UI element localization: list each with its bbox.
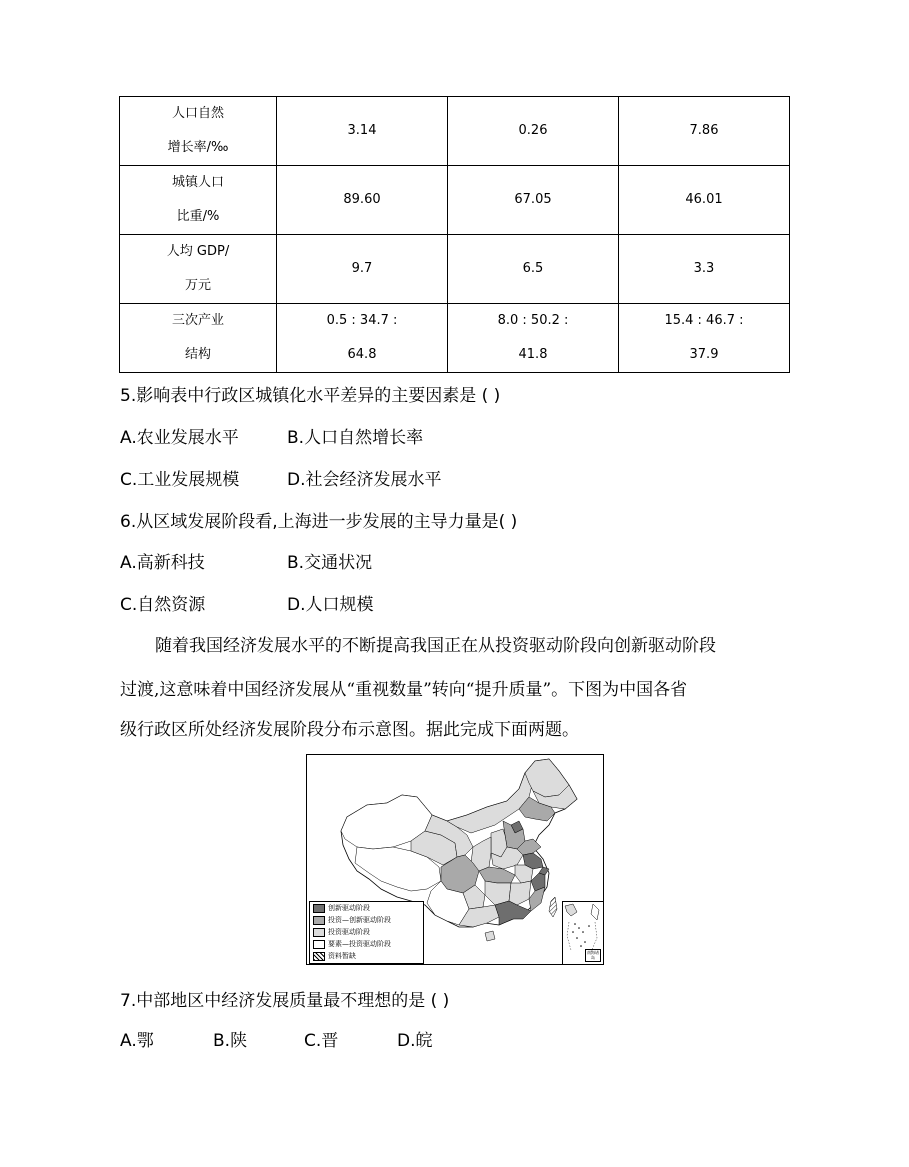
passage-line-1: 随着我国经济发展水平的不断提高我国正在从投资驱动阶段向创新驱动阶段 [155, 636, 716, 656]
table-row [120, 304, 790, 373]
passage-line-3: 级行政区所处经济发展阶段分布示意图。据此完成下面两题。 [120, 720, 579, 740]
legend-label: 资料暂缺 [328, 952, 356, 960]
table-cell: 3.14 [277, 97, 448, 166]
q5-option-b[interactable]: B.人口自然增长率 [287, 428, 424, 448]
row-label [120, 235, 277, 304]
legend-label: 投资驱动阶段 [328, 928, 370, 936]
cell-line: 37.9 [689, 347, 719, 362]
legend-label: 创新驱动阶段 [328, 904, 370, 912]
label-line: 万元 [184, 278, 211, 293]
legend-item [313, 927, 370, 938]
label-line: 结构 [184, 347, 211, 362]
q7-option-b[interactable]: B.陕 [213, 1031, 248, 1051]
table-cell: 0.26 [448, 97, 619, 166]
south-china-sea-inset [562, 901, 603, 964]
q6-option-c[interactable]: C.自然资源 [120, 595, 206, 615]
legend-item [313, 939, 391, 950]
table-cell: 3.3 [619, 235, 790, 304]
question-6: 6.从区域发展阶段看,上海进一步发展的主导力量是( ) [120, 512, 518, 532]
map-legend [309, 901, 424, 964]
q6-option-a[interactable]: A.高新科技 [120, 553, 205, 573]
question-5: 5.影响表中行政区城镇化水平差异的主要因素是 ( ) [120, 386, 501, 406]
legend-item [313, 903, 370, 914]
table-cell: 46.01 [619, 166, 790, 235]
q5-option-a[interactable]: A.农业发展水平 [120, 428, 239, 448]
table-cell: 7.86 [619, 97, 790, 166]
legend-item [313, 951, 356, 962]
cell-line: 41.8 [518, 347, 548, 362]
legend-swatch [313, 916, 325, 925]
q5-option-c[interactable]: C.工业发展规模 [120, 470, 240, 490]
q7-option-d[interactable]: D.皖 [397, 1031, 433, 1051]
table-cell: 9.7 [277, 235, 448, 304]
label-line: 增长率/‰ [167, 140, 229, 155]
label-line: 三次产业 [171, 313, 224, 328]
legend-swatch [313, 952, 325, 961]
table-row [120, 235, 790, 304]
label-line: 比重/% [176, 209, 220, 224]
row-label [120, 97, 277, 166]
legend-swatch [313, 928, 325, 937]
table-cell: 67.05 [448, 166, 619, 235]
table-cell [277, 304, 448, 373]
q7-option-c[interactable]: C.晋 [304, 1031, 339, 1051]
q6-option-d[interactable]: D.人口规模 [287, 595, 374, 615]
data-table [119, 96, 790, 373]
table-cell: 6.5 [448, 235, 619, 304]
row-label [120, 304, 277, 373]
legend-swatch [313, 904, 325, 913]
passage-line-2: 过渡,这意味着中国经济发展从“重视数量”转向“提升质量”。下图为中国各省 [120, 680, 688, 700]
q6-option-b[interactable]: B.交通状况 [287, 553, 373, 573]
table-cell: 89.60 [277, 166, 448, 235]
cell-line: 8.0 : 50.2 : [497, 313, 569, 328]
label-line: 人均 GDP/ [166, 244, 230, 259]
row-label [120, 166, 277, 235]
china-stage-map [306, 754, 604, 965]
label-line: 人口自然 [171, 106, 224, 121]
q5-option-d[interactable]: D.社会经济发展水平 [287, 470, 442, 490]
legend-item [313, 915, 391, 926]
table-cell [619, 304, 790, 373]
table-row [120, 166, 790, 235]
region-taiwan [549, 897, 557, 917]
legend-label: 要素—投资驱动阶段 [328, 940, 391, 948]
legend-label: 投资—创新驱动阶段 [328, 916, 391, 924]
label-line: 城镇人口 [171, 175, 224, 190]
legend-swatch [313, 940, 325, 949]
cell-line: 64.8 [347, 347, 377, 362]
inset-label: 南海诸岛 [587, 950, 599, 960]
table-row [120, 97, 790, 166]
question-7: 7.中部地区中经济发展质量最不理想的是 ( ) [120, 991, 450, 1011]
q7-option-a[interactable]: A.鄂 [120, 1031, 154, 1051]
table-cell [448, 304, 619, 373]
region-hainan [485, 931, 495, 941]
cell-line: 0.5 : 34.7 : [326, 313, 398, 328]
cell-line: 15.4 : 46.7 : [664, 313, 744, 328]
